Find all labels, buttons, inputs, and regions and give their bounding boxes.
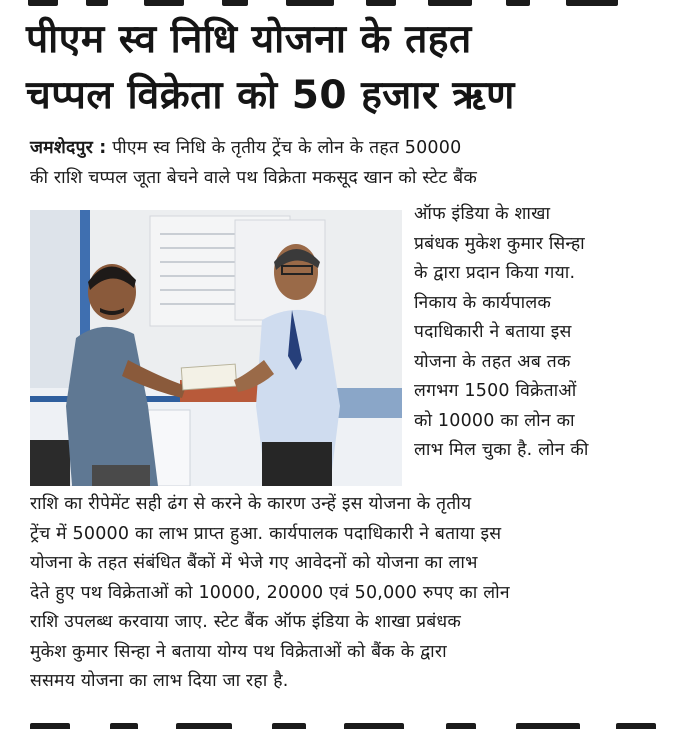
- article-line: ऑफ इंडिया के शाखा: [414, 204, 551, 224]
- article-line: लगभग 1500 विक्रेताओं: [414, 381, 577, 401]
- article-line: योजना के तहत संबंधित बैंकों में भेजे गए आवेदनों को योजना का लाभ: [30, 553, 478, 573]
- article-line: ससमय योजना का लाभ दिया जा रहा है.: [30, 671, 289, 691]
- article-line: देते हुए पथ विक्रेताओं को 10000, 20000 एवं 50,000 रुपए का लोन: [30, 582, 510, 603]
- article-line: प्रबंधक मुकेश कुमार सिन्हा: [414, 233, 585, 254]
- article-line: की राशि चप्पल जूता बेचने वाले पथ विक्रेता मकसूद खान को स्टेट बैंक: [30, 167, 477, 188]
- article-line: जमशेदपुर : पीएम स्व निधि के तृतीय ट्रेंच के लोन के तहत 50000: [30, 138, 462, 158]
- headline-line-2: चप्पल विक्रेता को 50 हजार ऋण: [26, 73, 515, 118]
- article-intro: [30, 134, 670, 193]
- next-article-text-fragment: [26, 722, 666, 729]
- article-line: लाभ मिल चुका है. लोन की: [414, 440, 589, 460]
- article-line: के द्वारा प्रदान किया गया.: [414, 263, 576, 283]
- article-line: ट्रेंच में 50000 का लाभ प्राप्त हुआ. कार्यपालक पदाधिकारी ने बताया इस: [30, 523, 502, 544]
- previous-article-text-fragment: [26, 0, 666, 8]
- article-body: [30, 490, 670, 697]
- article-line: पदाधिकारी ने बताया इस: [414, 322, 572, 342]
- article-line: राशि उपलब्ध करवाया जाए. स्टेट बैंक ऑफ इंडिया के शाखा प्रबंधक: [30, 612, 462, 632]
- news-photo: [30, 210, 402, 486]
- article-line: योजना के तहत अब तक: [414, 351, 571, 372]
- dateline: जमशेदपुर :: [30, 138, 107, 158]
- article-line: राशि का रीपेमेंट सही ढंग से करने के कारण उन्हें इस योजना के तृतीय: [30, 494, 472, 514]
- article-line: को 10000 का लोन का: [414, 410, 575, 431]
- article-line: निकाय के कार्यपालक: [414, 292, 552, 313]
- headline-line-1: पीएम स्व निधि योजना के तहत: [26, 17, 472, 62]
- article-side-column: [414, 200, 666, 466]
- article-line: मुकेश कुमार सिन्हा ने बताया योग्य पथ विक्रेताओं को बैंक के द्वारा: [30, 641, 447, 662]
